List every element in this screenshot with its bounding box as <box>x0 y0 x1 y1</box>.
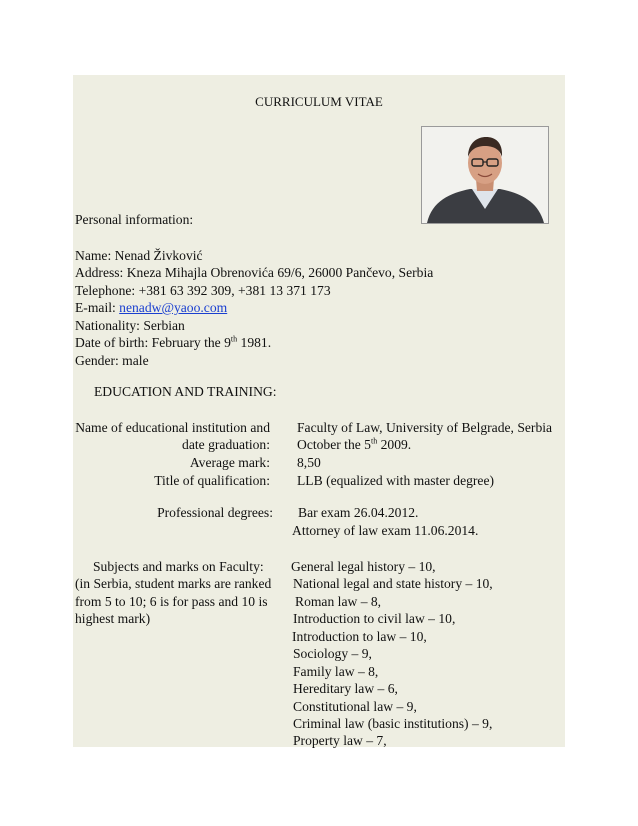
qualification-label: Title of qualification: <box>154 473 270 488</box>
education-heading: EDUCATION AND TRAINING: <box>94 384 277 399</box>
gender-line: Gender: male <box>75 353 149 368</box>
telephone-line: Telephone: +381 63 392 309, +381 13 371 173 <box>75 283 331 298</box>
graduation-value <box>297 436 411 453</box>
email-label: E-mail: <box>75 300 120 315</box>
subjects-note-1: (in Serbia, student marks are ranked <box>75 576 272 591</box>
nationality-line: Nationality: Serbian <box>75 318 185 333</box>
dob-prefix: Date of birth: February the 9 <box>75 335 231 350</box>
professional-label: Professional degrees: <box>157 505 273 520</box>
institution-label-1: Name of educational institution and <box>75 420 270 435</box>
institution-label-2: date graduation: <box>182 437 270 452</box>
person-portrait-image <box>422 127 548 223</box>
address-line: Address: Kneza Mihajla Obrenovića 69/6, 26000 Pančevo, Serbia <box>75 265 434 280</box>
subject-item: General legal history – 10, <box>291 559 436 574</box>
subject-item: Roman law – 8, <box>295 594 382 609</box>
average-value: 8,50 <box>297 455 321 470</box>
subject-item: Introduction to law – 10, <box>292 629 427 644</box>
dob-line <box>75 334 271 351</box>
subject-item: Introduction to civil law – 10, <box>293 611 456 626</box>
graduation-prefix: October the 5 <box>297 437 371 452</box>
personal-heading: Personal information: <box>75 212 194 227</box>
graduation-suffix: 2009. <box>377 437 412 452</box>
professional-value-2: Attorney of law exam 11.06.2014. <box>292 523 479 538</box>
email-link[interactable]: nenadw@yaoo.com <box>119 300 228 315</box>
subject-item: Criminal law (basic institutions) – 9, <box>293 716 493 731</box>
email-line <box>75 299 227 316</box>
subject-item: Hereditary law – 6, <box>293 681 398 696</box>
subject-item: Property law – 7, <box>293 733 387 748</box>
subject-item: Sociology – 9, <box>293 646 372 661</box>
dob-sup: th <box>230 334 238 344</box>
name-line: Name: Nenad Živković <box>75 248 203 263</box>
subjects-label: Subjects and marks on Faculty: <box>93 559 264 574</box>
subjects-note-3: highest mark) <box>75 611 151 626</box>
cv-title: CURRICULUM VITAE <box>255 94 383 109</box>
subject-item: Family law – 8, <box>293 664 379 679</box>
institution-value: Faculty of Law, University of Belgrade, Serbia <box>297 420 553 435</box>
subject-item: Constitutional law – 9, <box>293 699 417 714</box>
cv-page <box>73 75 565 747</box>
qualification-value: LLB (equalized with master degree) <box>297 473 495 488</box>
graduation-sup: th <box>370 436 378 446</box>
dob-suffix: 1981. <box>237 335 272 350</box>
professional-value-1: Bar exam 26.04.2012. <box>298 505 419 520</box>
subjects-note-2: from 5 to 10; 6 is for pass and 10 is <box>75 594 268 609</box>
profile-photo <box>421 126 549 224</box>
subject-item: National legal and state history – 10, <box>293 576 493 591</box>
average-label: Average mark: <box>189 455 270 470</box>
